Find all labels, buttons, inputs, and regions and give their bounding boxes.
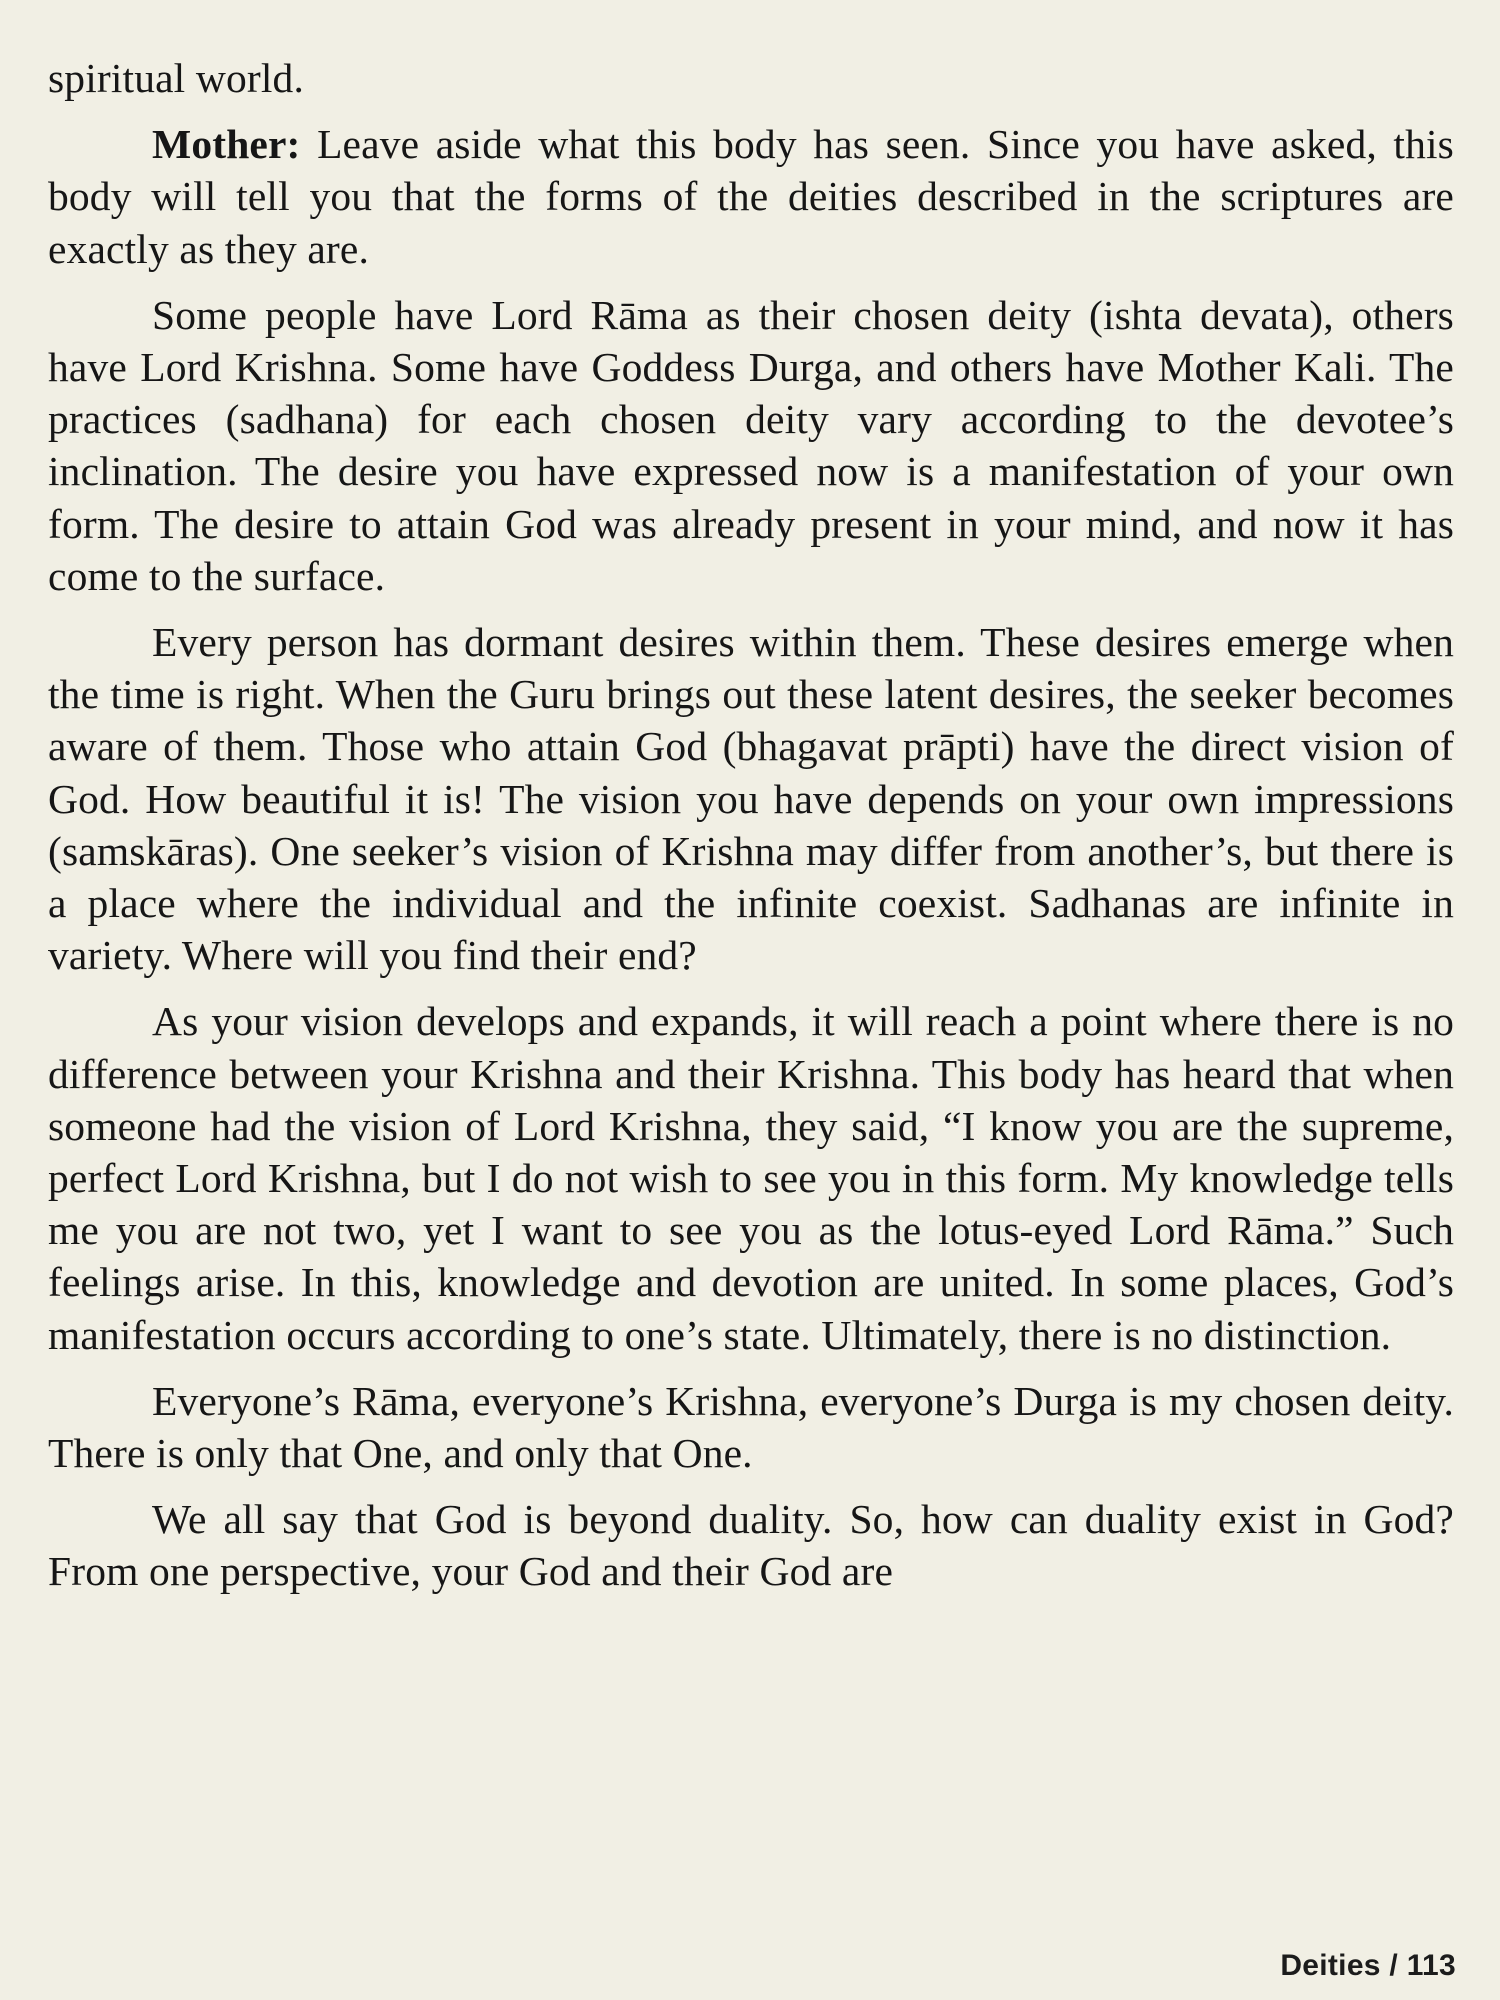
body-text (48, 52, 1454, 1598)
paragraph (48, 1493, 1454, 1597)
paragraph-text: Every person has dormant desires within them. These desires emerge when the time is right. When the Guru brings out these latent desires, the seeker becomes aware of them. Those who attain God (bhagavat prāpti) have the direct vision of God. How beautiful it is! The vision you have depends on your own impressions (samskāras). One seeker’s vision of Krishna may differ from another’s, but there is a place where the individual and the infinite coexist. Sadhanas are infinite in variety. Where will you find their end? (48, 619, 1454, 979)
paragraph (48, 616, 1454, 981)
paragraph-text: As your vision develops and expands, it will reach a point where there is no difference between your Krishna and their Krishna. This body has heard that when someone had the vision of Lord Krishna, they said, “I know you are the supreme, perfect Lord Krishna, but I do not wish to see you in this form. My knowledge tells me you are not two, yet I want to see you as the lotus-eyed Lord Rāma.” Such feelings arise. In this, knowledge and devotion are united. In some places, God’s manifestation occurs according to one’s state. Ultimately, there is no distinction. (48, 998, 1454, 1358)
paragraph (48, 995, 1454, 1360)
paragraph-continued (48, 52, 1454, 104)
speaker-label: Mother: (152, 121, 301, 168)
paragraph-text: Leave aside what this body has seen. Since you have asked, this body will tell you that the forms of the deities described in the scriptures are exactly as they are. (48, 121, 1454, 272)
paragraph-text: We all say that God is beyond duality. So, how can duality exist in God? From one perspective, your God and their God are (48, 1496, 1454, 1595)
paragraph (48, 1375, 1454, 1479)
page-folio: Deities / 113 (1280, 1949, 1456, 1982)
paragraph-mother-reply (48, 118, 1454, 275)
paragraph (48, 289, 1454, 602)
paragraph-text: Some people have Lord Rāma as their chosen deity (ishta devata), others have Lord Krishna. Some have Goddess Durga, and others have Mother Kali. The practices (sadhana) for each chosen deity vary according to the devotee’s inclination. The desire you have expressed now is a manifestation of your own form. The desire to attain God was already present in your mind, and now it has come to the surface. (48, 291, 1454, 599)
paragraph-text: spiritual world. (48, 55, 304, 101)
paragraph-text: Everyone’s Rāma, everyone’s Krishna, everyone’s Durga is my chosen deity. There is only that One, and only that One. (48, 1377, 1454, 1477)
